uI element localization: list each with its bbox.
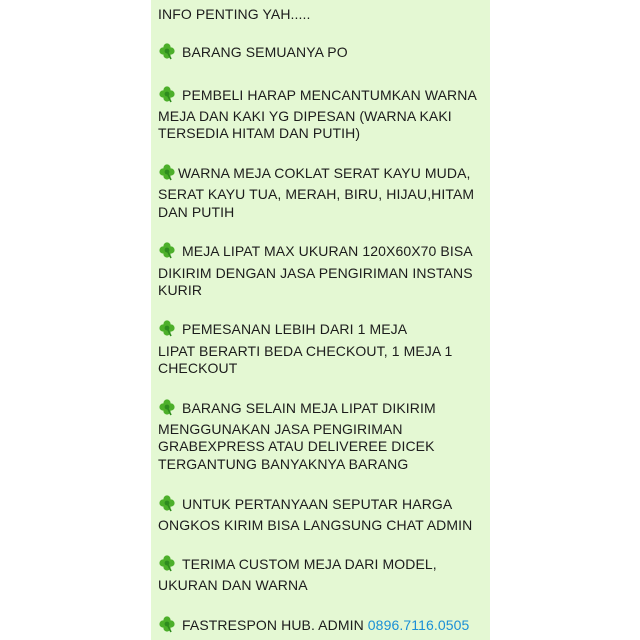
four-leaf-clover-icon <box>158 554 176 572</box>
list-item: PEMESANAN LEBIH DARI 1 MEJA <box>158 319 407 338</box>
four-leaf-clover-icon <box>158 615 176 633</box>
message-header: INFO PENTING YAH..... <box>158 6 311 22</box>
four-leaf-clover-icon <box>158 42 176 60</box>
list-item: BARANG SEMUANYA PO <box>158 42 348 61</box>
list-item: UNTUK PERTANYAAN SEPUTAR HARGA <box>158 494 452 513</box>
list-item-line: GRABEXPRESS ATAU DELIVEREE DICEK <box>158 438 435 454</box>
four-leaf-clover-icon <box>158 494 176 512</box>
admin-phone-link[interactable]: 0896.7116.0505 <box>367 617 470 633</box>
list-item: FASTRESPON HUB. ADMIN 0896.7116.0505 <box>158 615 469 634</box>
four-leaf-clover-icon <box>158 398 176 416</box>
four-leaf-clover-icon <box>158 241 176 259</box>
list-item-line: LIPAT BERARTI BEDA CHECKOUT, 1 MEJA 1 <box>158 343 453 359</box>
list-item-line: SERAT KAYU TUA, MERAH, BIRU, HIJAU,HITAM <box>158 186 475 202</box>
four-leaf-clover-icon <box>158 163 176 181</box>
list-item: PEMBELI HARAP MENCANTUMKAN WARNA <box>158 85 477 104</box>
list-item-line: DIKIRIM DENGAN JASA PENGIRIMAN INSTANS <box>158 265 473 281</box>
list-item-line: UKURAN DAN WARNA <box>158 577 308 593</box>
list-item-line: KURIR <box>158 282 203 298</box>
four-leaf-clover-icon <box>158 319 176 337</box>
list-item: TERIMA CUSTOM MEJA DARI MODEL, <box>158 554 437 573</box>
list-item-line: DAN PUTIH <box>158 204 235 220</box>
message-bubble <box>151 0 490 640</box>
list-item-line: MENGGUNAKAN JASA PENGIRIMAN <box>158 421 403 437</box>
list-item: MEJA LIPAT MAX UKURAN 120X60X70 BISA <box>158 241 473 260</box>
list-item: BARANG SELAIN MEJA LIPAT DIKIRIM <box>158 398 436 417</box>
list-item-line: CHECKOUT <box>158 360 238 376</box>
list-item-line: TERSEDIA HITAM DAN PUTIH) <box>158 125 361 141</box>
list-item-line: MEJA DAN KAKI YG DIPESAN (WARNA KAKI <box>158 108 452 124</box>
list-item-line: TERGANTUNG BANYAKNYA BARANG <box>158 456 409 472</box>
list-item-line: ONGKOS KIRIM BISA LANGSUNG CHAT ADMIN <box>158 517 473 533</box>
list-item: WARNA MEJA COKLAT SERAT KAYU MUDA, <box>158 163 471 182</box>
four-leaf-clover-icon <box>158 85 176 103</box>
